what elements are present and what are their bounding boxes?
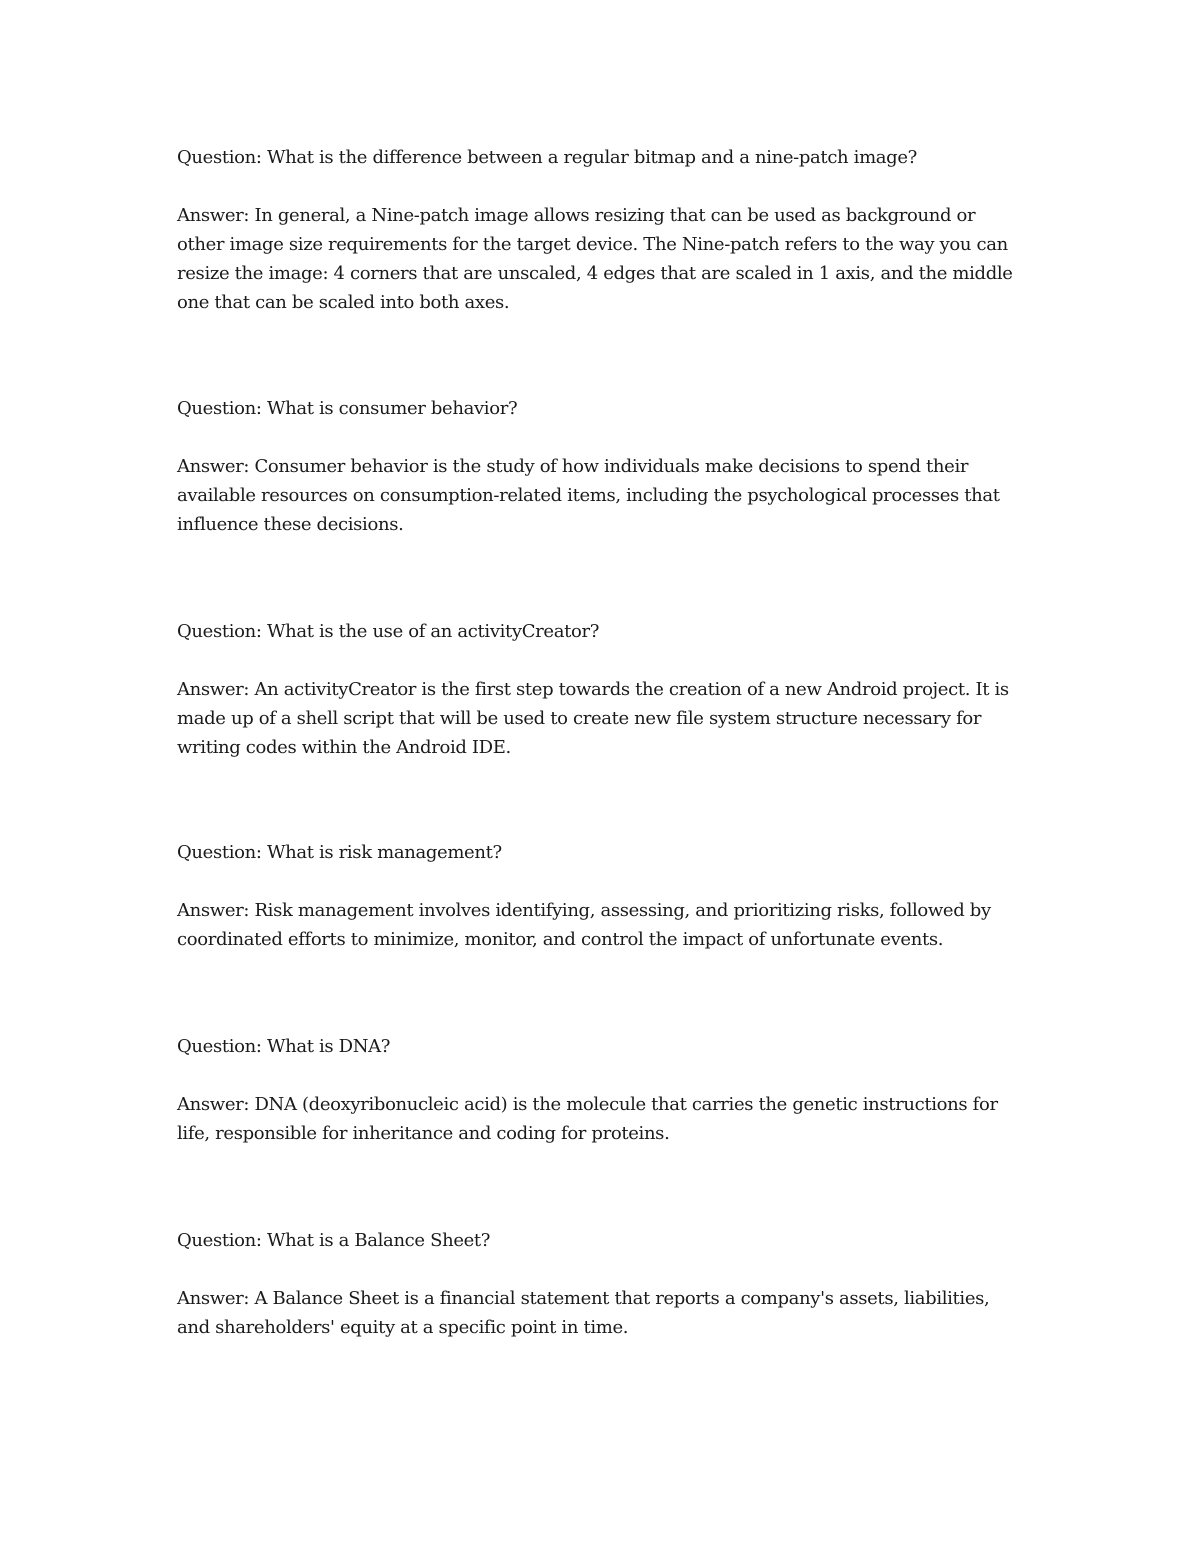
question-text: Question: What is the difference between a regular bitmap and a nine-patch image? bbox=[177, 147, 917, 168]
answer-text: Answer: An activityCreator is the first step towards the creation of a new Android project. It is made up of a shell script that will be used to create new file system structure necessary for writing codes within the Android IDE. bbox=[177, 679, 1009, 758]
question-text: Question: What is risk management? bbox=[177, 842, 502, 863]
answer-text: Answer: Consumer behavior is the study of how individuals make decisions to spend their available resources on consumption-related items, including the psychological processes that influence these decisions. bbox=[177, 456, 1000, 535]
answer-text: Answer: DNA (deoxyribonucleic acid) is the molecule that carries the genetic instructions for life, responsible for inheritance and coding for proteins. bbox=[177, 1094, 998, 1144]
qa-item bbox=[177, 838, 1027, 954]
answer-text: Answer: Risk management involves identifying, assessing, and prioritizing risks, followed by coordinated efforts to minimize, monitor, and control the impact of unfortunate events. bbox=[177, 900, 991, 950]
qa-item bbox=[177, 1226, 1027, 1342]
qa-item bbox=[177, 394, 1027, 539]
question-text: Question: What is consumer behavior? bbox=[177, 398, 518, 419]
qa-item bbox=[177, 143, 1027, 317]
answer-text: Answer: In general, a Nine-patch image allows resizing that can be used as background or other image size requirements for the target device. The Nine-patch refers to the way you can resize the image: 4 corners that are unscaled, 4 edges that are scaled in 1 axis, and the middle one that can be scaled into both axes. bbox=[177, 205, 1013, 313]
answer-text: Answer: A Balance Sheet is a financial statement that reports a company's assets, liabilities, and shareholders' equity at a specific point in time. bbox=[177, 1288, 990, 1338]
qa-item bbox=[177, 1032, 1027, 1148]
question-text: Question: What is a Balance Sheet? bbox=[177, 1230, 491, 1251]
question-text: Question: What is the use of an activityCreator? bbox=[177, 621, 600, 642]
question-text: Question: What is DNA? bbox=[177, 1036, 391, 1057]
qa-item bbox=[177, 617, 1027, 762]
